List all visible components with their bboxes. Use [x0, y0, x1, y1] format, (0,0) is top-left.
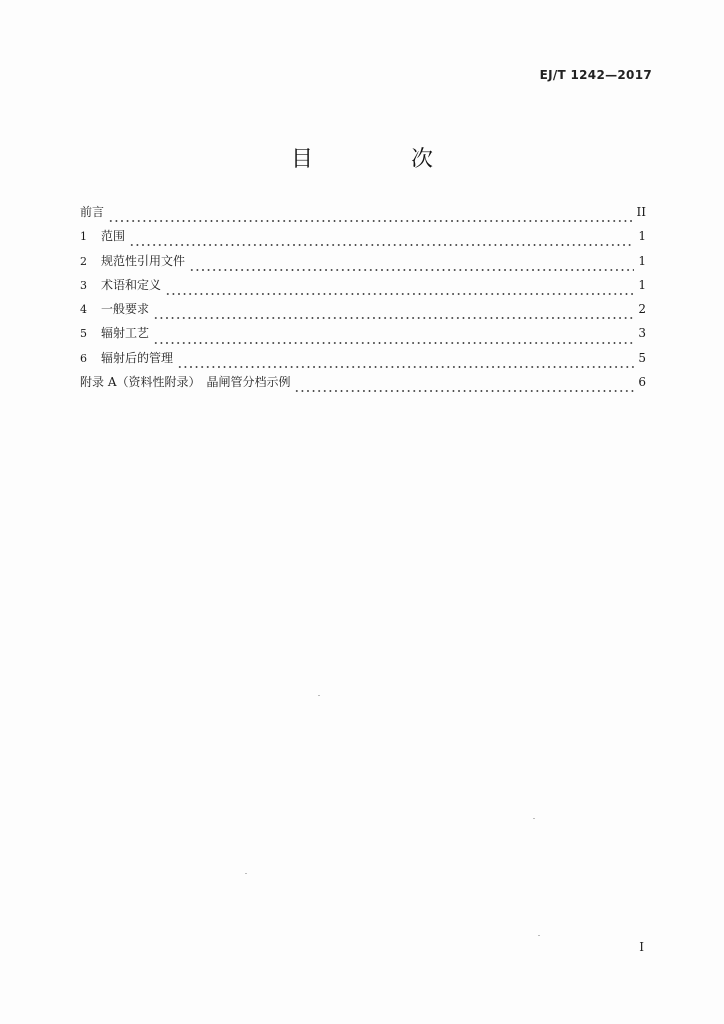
toc-leader-dots — [129, 237, 634, 247]
toc-leader-dots — [108, 213, 633, 223]
toc-entry-scope[interactable] — [80, 227, 646, 251]
toc-entry-label: 附录 A（资料性附录） 晶闸管分档示例 — [80, 375, 291, 390]
toc-leader-dots — [294, 383, 634, 393]
toc-leader-dots — [165, 286, 634, 296]
toc-entry-page: 1 — [638, 277, 646, 292]
scan-speck — [318, 695, 320, 696]
scan-speck — [538, 935, 540, 936]
toc-entry-label: 范围 — [101, 229, 126, 244]
standard-code: EJ/T 1242—2017 — [539, 68, 652, 82]
toc-entry-terms-definitions[interactable] — [80, 276, 646, 300]
toc-entry-irradiation-process[interactable] — [80, 324, 646, 348]
toc-entry-number: 1 — [80, 230, 87, 244]
toc-leader-dots — [189, 262, 634, 272]
toc-entry-page: 1 — [638, 229, 646, 244]
scan-speck — [533, 818, 535, 819]
toc-entry-label: 辐射后的管理 — [101, 350, 174, 365]
toc-entry-post-irradiation-management[interactable] — [80, 349, 646, 373]
toc-entry-general-requirements[interactable] — [80, 300, 646, 324]
toc-entry-number: 5 — [80, 327, 87, 341]
toc-entry-page: 3 — [638, 326, 646, 341]
toc-entry-label: 前言 — [80, 205, 105, 219]
toc-entry-label: 术语和定义 — [101, 277, 162, 292]
toc-entry-foreword[interactable] — [80, 203, 646, 227]
toc-entry-label: 一般要求 — [101, 302, 150, 317]
page-number: I — [639, 940, 644, 954]
toc-entry-number: 3 — [80, 278, 87, 292]
toc-leader-dots — [153, 310, 634, 320]
toc-entry-page: 1 — [638, 253, 646, 268]
toc-entry-number: 6 — [80, 351, 87, 365]
toc-entry-annex-a[interactable] — [80, 373, 646, 397]
scan-speck — [245, 873, 247, 874]
toc-leader-dots — [177, 359, 634, 369]
toc-entry-label: 辐射工艺 — [101, 326, 150, 341]
table-of-contents — [80, 203, 646, 397]
toc-entry-normative-references[interactable] — [80, 252, 646, 276]
toc-entry-page: 2 — [638, 302, 646, 317]
toc-leader-dots — [153, 335, 634, 345]
toc-entry-label: 规范性引用文件 — [101, 253, 186, 268]
toc-entry-page: II — [636, 205, 646, 219]
toc-entry-page: 5 — [638, 350, 646, 365]
toc-entry-page: 6 — [638, 375, 646, 390]
toc-entry-number: 4 — [80, 303, 87, 317]
toc-entry-number: 2 — [80, 254, 87, 268]
page-title: 目 次 — [290, 147, 471, 172]
